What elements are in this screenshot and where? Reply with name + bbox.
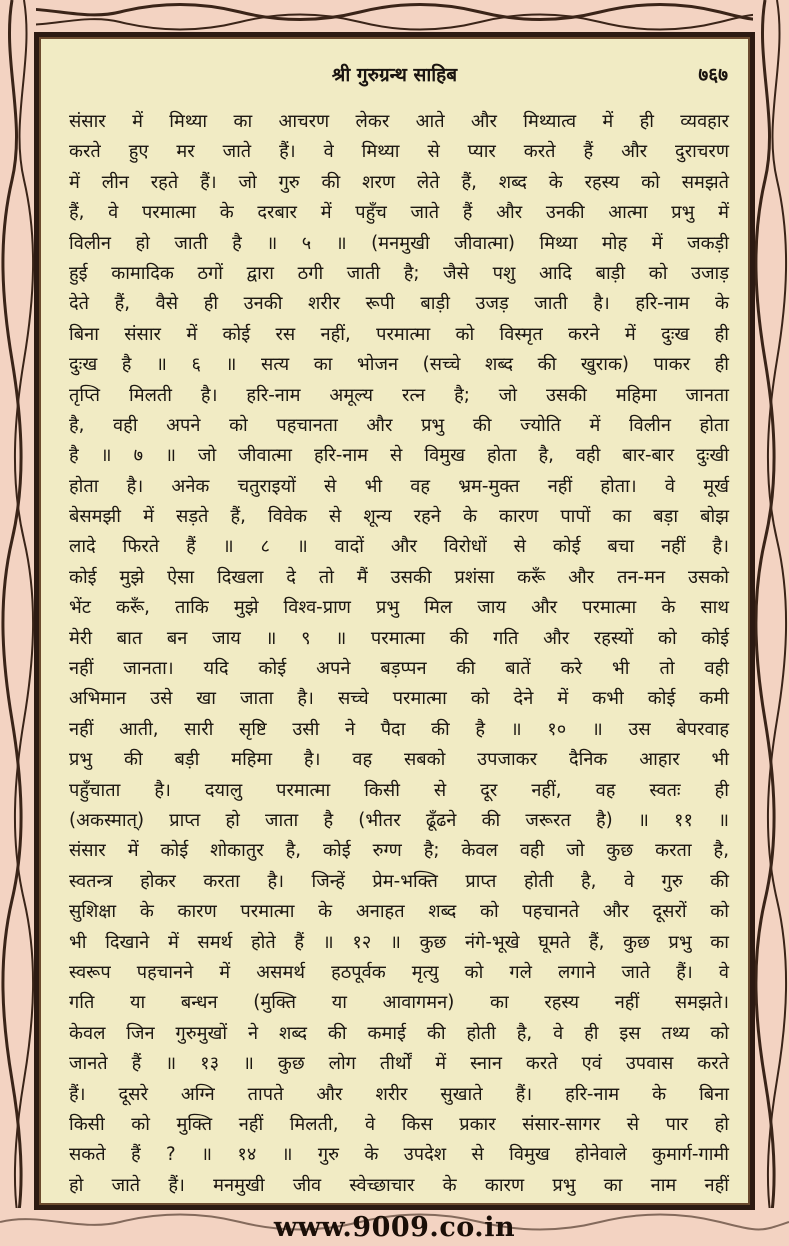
text-line: दुःख है ॥ ६ ॥ सत्य का भोजन (सच्चे शब्द की खुराक) पाकर ही: [69, 354, 729, 376]
text-line: अभिमान उसे खा जाता है। सच्चे परमात्मा को देने में कभी कोई कमी: [69, 688, 729, 710]
text-line: विलीन हो जाती है ॥ ५ ॥ (मनमुखी जीवात्मा) मिथ्या मोह में जकड़ी: [69, 232, 729, 254]
text-line: लादे फिरते हैं ॥ ८ ॥ वादों और विरोधों से कोई बचा नहीं है।: [69, 536, 729, 558]
page-header: [39, 57, 750, 89]
right-ornament-border: [753, 0, 789, 1246]
text-line: मेरी बात बन जाय ॥ ९ ॥ परमात्मा की गति और रहस्यों को कोई: [69, 627, 729, 649]
text-line: किसी को मुक्ति नहीं मिलती, वे किस प्रकार संसार-सागर से पार हो: [69, 1113, 729, 1135]
text-line: संसार में कोई शोकातुर है, कोई रुग्ण है; केवल वही जो कुछ करता है,: [69, 840, 729, 862]
text-line: तृप्ति मिलती है। हरि-नाम अमूल्य रत्न है; जो उसकी महिमा जानता: [69, 384, 729, 406]
text-line: भी दिखाने में समर्थ होते हैं ॥ १२ ॥ कुछ नंगे-भूखे घूमते हैं, कुछ प्रभु का: [69, 931, 729, 953]
text-line: सकते हैं ? ॥ १४ ॥ गुरु के उपदेश से विमुख होनेवाले कुमार्ग-गामी: [69, 1144, 729, 1166]
top-ornament-border: [0, 0, 789, 34]
text-line: नहीं जानता। यदि कोई अपने बड़प्पन की बातें करे भी तो वही: [69, 658, 729, 680]
text-line: प्रभु की बड़ी महिमा है। वह सबको उपजाकर दैनिक आहार भी: [69, 749, 729, 771]
page-title: श्री गुरुग्रन्थ साहिब: [331, 64, 458, 86]
left-ornament-border: [0, 0, 36, 1246]
text-line: बिना संसार में कोई रस नहीं, परमात्मा को विस्मृत करने में दुःख ही: [69, 323, 729, 345]
text-line: संसार में मिथ्या का आचरण लेकर आते और मिथ्यात्व में ही व्यवहार: [69, 111, 729, 132]
text-line: पहुँचाता है। दयालु परमात्मा किसी से दूर नहीं, वह स्वतः ही: [69, 779, 729, 801]
text-line: देते हैं, वैसे ही उनकी शरीर रूपी बाड़ी उजड़ जाती है। हरि-नाम के: [69, 293, 729, 315]
text-line: हुई कामादिक ठगों द्वारा ठगी जाती है; जैसे पशु आदि बाड़ी को उजाड़: [69, 262, 729, 284]
text-line: जानते हैं ॥ १३ ॥ कुछ लोग तीर्थों में स्नान करते एवं उपवास करते: [69, 1053, 729, 1075]
text-line: भेंट करूँ, ताकि मुझे विश्व-प्राण प्रभु मिल जाय और परमात्मा के साथ: [69, 597, 729, 619]
text-line: है, वही अपने को पहचानता और प्रभु की ज्योति में विलीन होता: [69, 414, 729, 436]
text-line: स्वतन्त्र होकर करता है। जिन्हें प्रेम-भक्ति प्राप्त होती है, वे गुरु की: [69, 870, 729, 892]
text-line: केवल जिन गुरुमुखों ने शब्द की कमाई की होती है, वे ही इस तथ्य को: [69, 1022, 729, 1044]
text-line: हैं। दूसरे अग्नि तापते और शरीर सुखाते हैं। हरि-नाम के बिना: [69, 1083, 729, 1105]
scripture-page: [36, 34, 753, 1208]
body-text: [69, 107, 729, 1201]
text-line: हो जाते हैं। मनमुखी जीव स्वेच्छाचार के कारण प्रभु का नाम नहीं: [69, 1174, 729, 1196]
text-line: है ॥ ७ ॥ जो जीवात्मा हरि-नाम से विमुख होता है, वही बार-बार दुःखी: [69, 445, 729, 467]
text-line: करते हुए मर जाते हैं। वे मिथ्या से प्यार करते हैं और दुराचरण: [69, 141, 729, 163]
text-line: (अकस्मात्) प्राप्त हो जाता है (भीतर ढूँढने की जरूरत है) ॥ ११ ॥: [69, 809, 729, 831]
text-line: गति या बन्धन (मुक्ति या आवागमन) का रहस्य नहीं समझते।: [69, 992, 729, 1014]
text-line: होता है। अनेक चतुराइयों से भी वह भ्रम-मुक्त नहीं होता। वे मूर्ख: [69, 475, 729, 497]
text-line: सुशिक्षा के कारण परमात्मा के अनाहत शब्द को पहचानते और दूसरों को: [69, 901, 729, 923]
text-line: कोई मुझे ऐसा दिखला दे तो मैं उसकी प्रशंसा करूँ और तन-मन उसको: [69, 566, 729, 588]
text-line: नहीं आती, सारी सृष्टि उसी ने पैदा की है ॥ १० ॥ उस बेपरवाह: [69, 718, 729, 740]
footer-url[interactable]: www.9009.co.in: [273, 1212, 516, 1243]
text-line: बेसमझी में सड़ते हैं, विवेक से शून्य रहने के कारण पापों का बड़ा बोझ: [69, 506, 729, 528]
text-line: स्वरूप पहचानने में असमर्थ हठपूर्वक मृत्यु को गले लगाने जाते हैं। वे: [69, 961, 729, 983]
text-line: में लीन रहते हैं। जो गुरु की शरण लेते हैं, शब्द के रहस्य को समझते: [69, 171, 729, 193]
page-number: ७६७: [698, 64, 728, 86]
text-line: हैं, वे परमात्मा के दरबार में पहुँच जाते हैं और उनकी आत्मा प्रभु में: [69, 202, 729, 224]
